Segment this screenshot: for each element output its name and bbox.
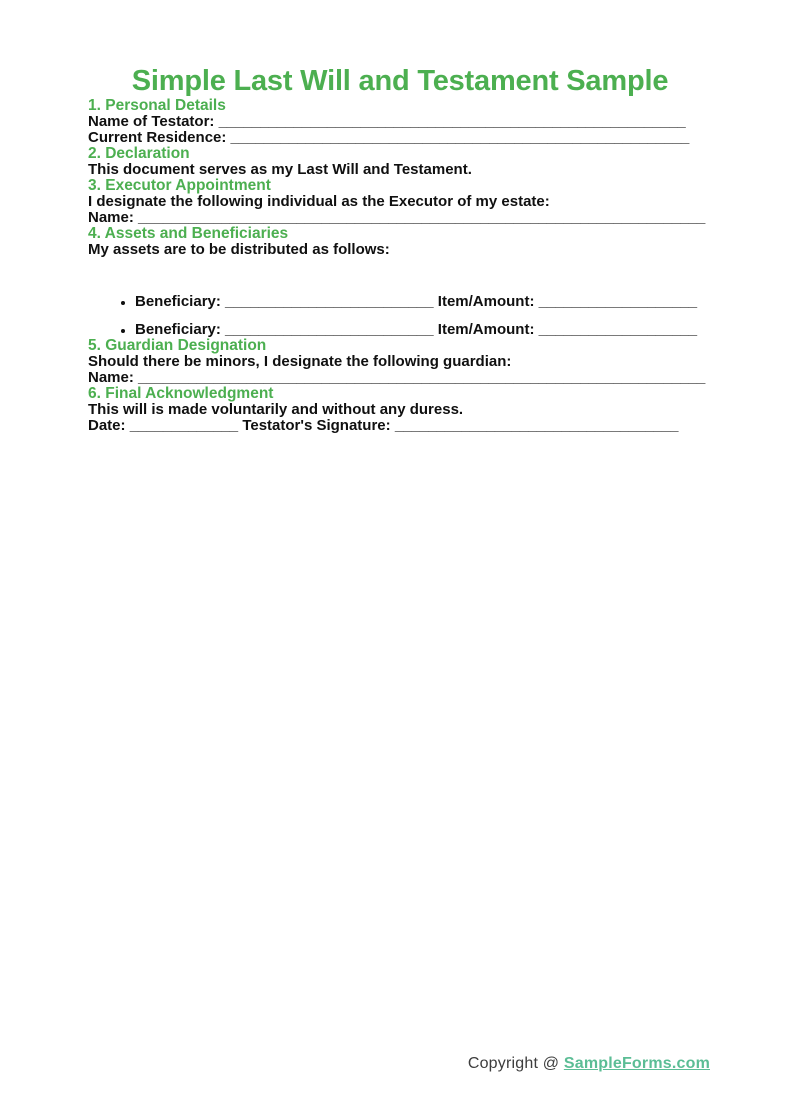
- name-of-testator-blank: ________________________________________________________: [218, 113, 686, 130]
- section-heading-declaration: 2. Declaration: [88, 145, 190, 162]
- date-blank: _____________: [129, 417, 239, 434]
- assets-intro-text: My assets are to be distributed as follows:: [88, 241, 390, 258]
- footer: [0, 1054, 710, 1074]
- sampleforms-link[interactable]: SampleForms.com: [563, 1055, 710, 1072]
- field-date-signature: [88, 418, 712, 434]
- executor-name-blank: ____________________________________________________________________: [138, 209, 706, 226]
- document-page: [0, 64, 800, 1072]
- field-executor-name: [88, 210, 712, 226]
- guardian-intro-text: Should there be minors, I designate the following guardian:: [88, 353, 512, 370]
- declaration-text: This document serves as my Last Will and Testament.: [88, 161, 472, 178]
- executor-name-label: Name:: [88, 209, 134, 226]
- page-title: Simple Last Will and Testament Sample: [131, 65, 669, 97]
- current-residence-label: Current Residence:: [88, 129, 227, 146]
- beneficiary-blank: _________________________: [225, 321, 434, 338]
- beneficiary-list-item: [135, 322, 712, 338]
- section-heading-personal-details: 1. Personal Details: [88, 97, 226, 114]
- item-amount-blank: ___________________: [538, 321, 698, 338]
- field-current-residence: [88, 130, 712, 146]
- section-heading-executor-appointment: 3. Executor Appointment: [88, 177, 271, 194]
- testator-signature-label: Testator's Signature:: [242, 417, 391, 434]
- testator-signature-blank: __________________________________: [394, 417, 679, 434]
- beneficiary-blank: _________________________: [225, 293, 434, 310]
- section-heading-final-acknowledgment: 6. Final Acknowledgment: [88, 385, 274, 402]
- section-heading-assets-beneficiaries: 4. Assets and Beneficiaries: [88, 225, 289, 242]
- executor-intro-text: I designate the following individual as the Executor of my estate:: [88, 193, 550, 210]
- current-residence-blank: _______________________________________________________: [230, 129, 690, 146]
- beneficiary-list: [88, 294, 712, 338]
- copyright-text: Copyright @: [467, 1055, 560, 1072]
- field-guardian-name: [88, 370, 712, 386]
- item-amount-blank: ___________________: [538, 293, 698, 310]
- guardian-name-blank: ____________________________________________________________________: [138, 369, 706, 386]
- beneficiary-label: Beneficiary:: [135, 293, 221, 310]
- beneficiary-list-item: [135, 294, 712, 310]
- field-name-of-testator: [88, 114, 712, 130]
- final-acknowledgment-text: This will is made voluntarily and without any duress.: [88, 401, 464, 418]
- item-amount-label: Item/Amount:: [437, 293, 535, 310]
- section-heading-guardian-designation: 5. Guardian Designation: [88, 337, 267, 354]
- name-of-testator-label: Name of Testator:: [88, 113, 215, 130]
- beneficiary-label: Beneficiary:: [135, 321, 221, 338]
- date-label: Date:: [88, 417, 126, 434]
- item-amount-label: Item/Amount:: [437, 321, 535, 338]
- guardian-name-label: Name:: [88, 369, 134, 386]
- document-body: [0, 98, 800, 434]
